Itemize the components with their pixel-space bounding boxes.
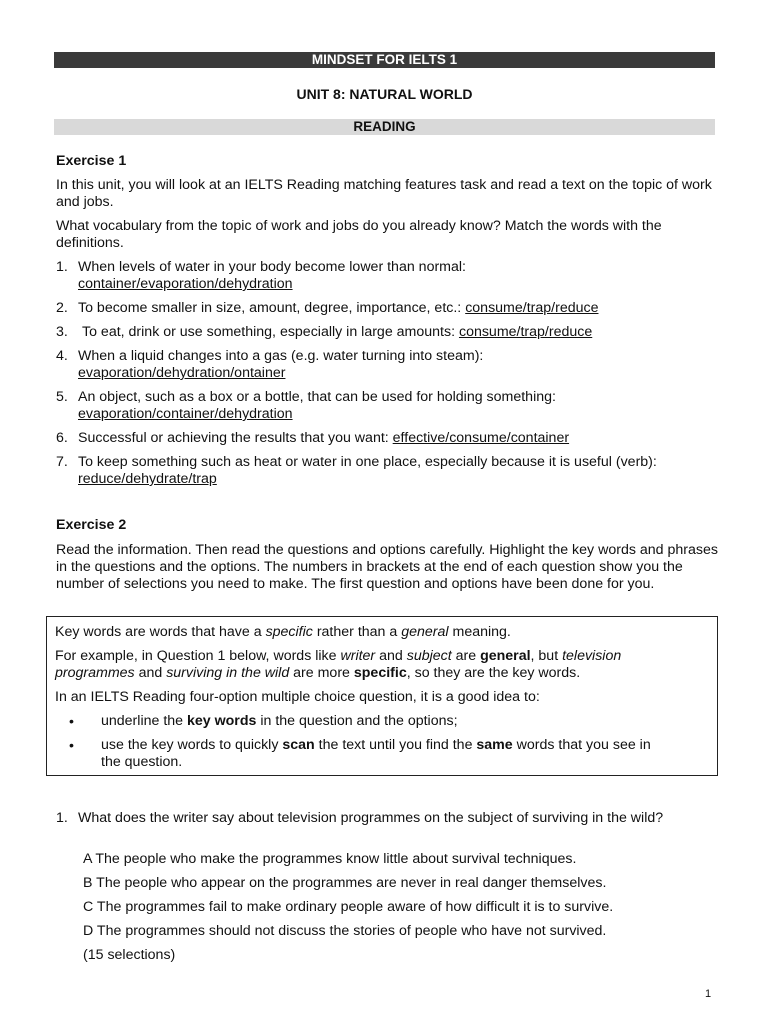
info-line-1: Key words are words that have a specific rather than a general meaning. <box>55 624 511 640</box>
question-number: 1. <box>56 810 68 826</box>
series-title-bar: MINDSET FOR IELTS 1 <box>54 52 715 68</box>
item-definition: When levels of water in your body become lower than normal: <box>78 259 466 275</box>
item-number: 2. <box>56 300 68 316</box>
key-words-info-box <box>46 616 718 776</box>
option-c: C The programmes fail to make ordinary people aware of how difficult it is to survive. <box>83 899 614 915</box>
exercise1-intro1: In this unit, you will look at an IELTS Reading matching features task and read a text on the topic of work and jobs. <box>56 177 712 210</box>
option-d: D The programmes should not discuss the stories of people who have not survived. <box>83 923 607 939</box>
item-answer-options: evaporation/dehydration/ontainer <box>78 365 286 381</box>
item-answer-options: effective/consume/container <box>392 430 570 446</box>
exercise1-heading: Exercise 1 <box>56 153 127 169</box>
item-definition: To keep something such as heat or water in one place, especially because it is useful (verb): <box>78 454 657 470</box>
item-definition: To eat, drink or use something, especially in large amounts: <box>82 324 456 340</box>
page-number: 1 <box>705 988 712 1000</box>
bullet-icon: • <box>69 714 74 730</box>
tip-scan: use the key words to quickly scan the text until you find the same words that you see in the question. <box>101 737 651 770</box>
info-line-2: For example, in Question 1 below, words like writer and subject are general, but television programmes and surviving in the wild are more specific, so they are the key words. <box>55 648 622 681</box>
item-answer-options: consume/trap/reduce <box>465 300 599 316</box>
bullet-icon: • <box>69 738 74 754</box>
item-number: 6. <box>56 430 68 446</box>
info-line-3: In an IELTS Reading four-option multiple choice question, it is a good idea to: <box>55 689 540 705</box>
item-definition: Successful or achieving the results that you want: <box>78 430 389 446</box>
item-number: 7. <box>56 454 68 470</box>
exercise2-heading: Exercise 2 <box>56 517 127 533</box>
item-answer-options: evaporation/container/dehydration <box>78 406 293 422</box>
item-answer-options: reduce/dehydrate/trap <box>78 471 217 487</box>
item-definition: To become smaller in size, amount, degree, importance, etc.: <box>78 300 462 316</box>
item-number: 4. <box>56 348 68 364</box>
option-a: A The people who make the programmes know little about survival techniques. <box>83 851 577 867</box>
tip-underline: underline the key words in the question and the options; <box>101 713 458 729</box>
item-number: 5. <box>56 389 68 405</box>
question-text: What does the writer say about television programmes on the subject of surviving in the wild? <box>78 810 664 826</box>
item-number: 3. <box>56 324 68 340</box>
selections-count: (15 selections) <box>83 947 176 963</box>
section-title-bar: READING <box>54 119 715 135</box>
item-number: 1. <box>56 259 68 275</box>
item-answer-options: consume/trap/reduce <box>458 324 593 340</box>
item-answer-options: container/evaporation/dehydration <box>78 276 293 292</box>
option-b: B The people who appear on the programmes are never in real danger themselves. <box>83 875 607 891</box>
exercise1-intro2: What vocabulary from the topic of work and jobs do you already know? Match the words with the definitions. <box>56 218 662 251</box>
item-definition: When a liquid changes into a gas (e.g. water turning into steam): <box>78 348 484 364</box>
exercise2-intro: Read the information. Then read the questions and options carefully. Highlight the key words and phrases in the questions and the options. The numbers in brackets at the end of each question show you the number of selections you need to make. The first question and options have been done for you. <box>56 542 718 592</box>
item-definition: An object, such as a box or a bottle, that can be used for holding something: <box>78 389 556 405</box>
unit-title: UNIT 8: NATURAL WORLD <box>296 86 473 102</box>
